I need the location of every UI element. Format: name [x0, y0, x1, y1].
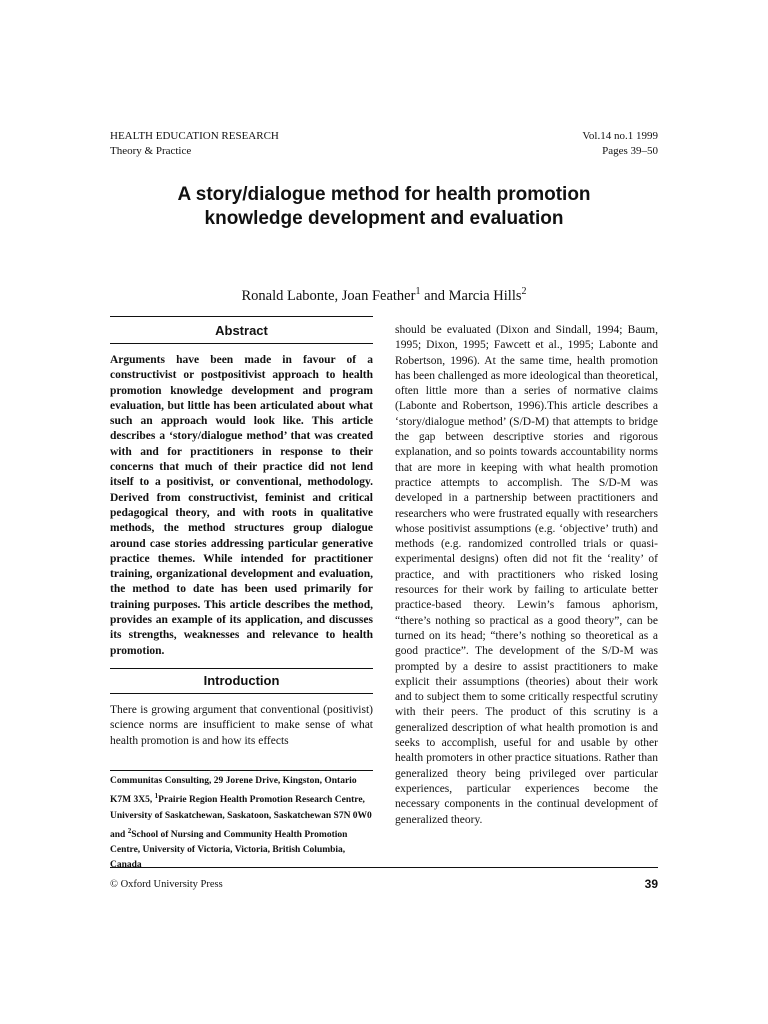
affiliation-rule [110, 770, 373, 771]
author-list [110, 286, 658, 305]
journal-subtitle: Theory & Practice [110, 145, 192, 157]
page-range: Pages 39–50 [602, 145, 658, 157]
title-line-2: knowledge development and evaluation [204, 208, 564, 229]
introduction-heading-rule [110, 693, 373, 694]
author-affil-mark-2: 2 [521, 286, 527, 297]
abstract-body [110, 353, 373, 659]
affiliation-part-2: Prairie Region Health Promotion Research Centre, University of Saskatchewan, Saskatoon, Saskatchewan S7N 0W0 and [110, 795, 372, 840]
abstract-top-rule [110, 316, 373, 317]
abstract-text: Arguments have been made in favour of a constructivist or postpositivist approach to health promotion knowledge development and program evaluation, but little has been articulated about what such an approach would look like. This article describes a ‘story/dialogue method’ that was created with and for practitioners in response to their concerns that much of their practice did not lend itself to a positivist, or conventional, methodology. Derived from constructivist, feminist and critical pedagogical theory, and with roots in qualitative methods, the method structures group dialogue around case stories addressing particular generative practice themes. While intended for practitioner training, organizational development and evaluation, the method to date has been used primarily for training purposes. This article describes the method, provides an example of its application, and discusses its strengths, weaknesses and relevance to health promotion. [110, 354, 373, 657]
affiliation-part-1: Communitas Consulting, 29 Jorene Drive, Kingston, Ontario K7M 3X5, [110, 776, 357, 806]
volume-info: Vol.14 no.1 1999 [582, 130, 658, 142]
introduction-heading: Introduction [203, 673, 280, 688]
affiliation-footnote [110, 774, 373, 874]
introduction-top-rule [110, 668, 373, 669]
authors-part-2: and Marcia Hills [420, 287, 522, 304]
footer-rule [110, 867, 658, 868]
copyright-notice: © Oxford University Press [110, 879, 223, 890]
affiliation-mark-1: 1 [154, 792, 159, 801]
affiliation-text [110, 774, 373, 874]
running-header-right [582, 129, 658, 159]
abstract-heading: Abstract [215, 323, 268, 338]
right-column-body [395, 323, 658, 828]
right-column-text: should be evaluated (Dixon and Sindall, 1994; Baum, 1995; Dixon, 1995; Fawcett et al., 1995; Labonte and Robertson, 1996). At the same time, health promotion has been challenged as more ideological than theoretical, often little more than a series of normative claims (Labonte and Robertson, 1996).This article describes a ‘story/dialogue method’ (S/D-M) that attempts to bridge the gap between descriptive stories and rigorous explanation, and so points towards accountability norms that are more in keeping with what health promotion practice attempts to accomplish. The S/D-M was developed in a partnership between practitioners and researchers who were frustrated equally with researchers whose positivist assumptions (e.g. ‘objective’ truth) and methods (e.g. randomized controlled trials or quasi-experimental designs) often did not fit the ‘reality’ of practice, and with practitioners who risked losing resources for their work by failing to articulate better practice-based theory. Lewin’s famous aphorism, “there’s nothing so practical as a good theory”, can be turned on its head; “there’s nothing so theoretical as a good practice”. The development of the S/D-M was prompted by a desire to assist practitioners to make explicit their assumptions (theories) about their work and to subject them to some critically respectful scrutiny with their peers. The product of this scrutiny is a generalized description of what health promotion is and seeks to accomplish, useful for and usable by other health promoters in other practice situations. Rather than generalized theory being privileged over particular experiences, particular experiences become the necessary components in the continual development of generalized theory. [395, 324, 658, 826]
introduction-body [110, 703, 373, 749]
affiliation-mark-2: 2 [127, 826, 132, 835]
page-number: 39 [644, 877, 658, 891]
abstract-heading-rule [110, 343, 373, 344]
authors-part-1: Ronald Labonte, Joan Feather [241, 287, 416, 304]
journal-name: HEALTH EDUCATION RESEARCH [110, 130, 279, 142]
introduction-text: There is growing argument that conventional (positivist) science norms are insufficient to make sense of what health promotion is and how its effects [110, 704, 373, 747]
title-line-1: A story/dialogue method for health promotion [177, 184, 591, 205]
article-title [110, 183, 658, 231]
affiliation-part-3: School of Nursing and Community Health Promotion Centre, University of Victoria, Victoria, British Columbia, Canada [110, 829, 348, 871]
author-affil-mark-1: 1 [415, 286, 421, 297]
running-header-left [110, 129, 279, 159]
